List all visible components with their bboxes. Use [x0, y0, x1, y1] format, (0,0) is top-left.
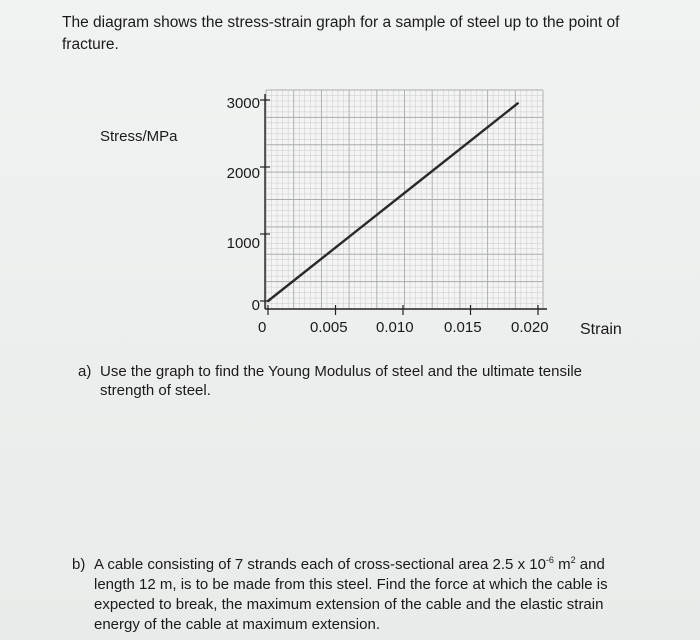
y-tick-label: 3000	[226, 95, 260, 112]
x-tick-label: 0.010	[376, 319, 414, 336]
question-b-line-1-end: and	[575, 556, 605, 573]
x-tick-label: 0.020	[511, 319, 549, 336]
question-b-label: b)	[72, 556, 86, 573]
question-a-line-1: Use the graph to find the Young Modulus of steel and the ultimate tensile	[100, 363, 582, 380]
y-tick-label: 2000	[226, 165, 260, 182]
x-tick-label: 0.015	[444, 319, 482, 336]
intro-line-1: The diagram shows the stress-strain graph for a sample of steel up to the point of	[62, 14, 620, 31]
y-tick-label: 1000	[226, 235, 260, 252]
intro-line-2: fracture.	[62, 36, 119, 53]
question-b-line-2: length 12 m, is to be made from this steel. Find the force at which the cable is	[94, 576, 608, 593]
x-tick-label: 0	[258, 319, 267, 336]
question-b-line-4: energy of the cable at maximum extension.	[94, 616, 380, 633]
y-tick-label: 0	[251, 297, 260, 314]
question-a-line-2: strength of steel.	[100, 382, 211, 399]
x-tick-label: 0.005	[310, 319, 348, 336]
question-b-line-1-text: A cable consisting of 7 strands each of cross-sectional area 2.5 x 10	[94, 556, 546, 573]
y-axis-label: Stress/MPa	[100, 128, 178, 145]
x-axis-label: Strain	[580, 321, 622, 338]
question-b	[72, 555, 672, 635]
exponent: 2	[570, 555, 576, 565]
question-b-line-3: expected to break, the maximum extension of the cable and the elastic strain	[94, 596, 604, 613]
exponent: -6	[545, 555, 554, 565]
unit-text: m	[553, 556, 571, 573]
question-a	[78, 362, 638, 400]
question-b-line-1	[94, 556, 605, 573]
question-a-label: a)	[78, 363, 92, 380]
